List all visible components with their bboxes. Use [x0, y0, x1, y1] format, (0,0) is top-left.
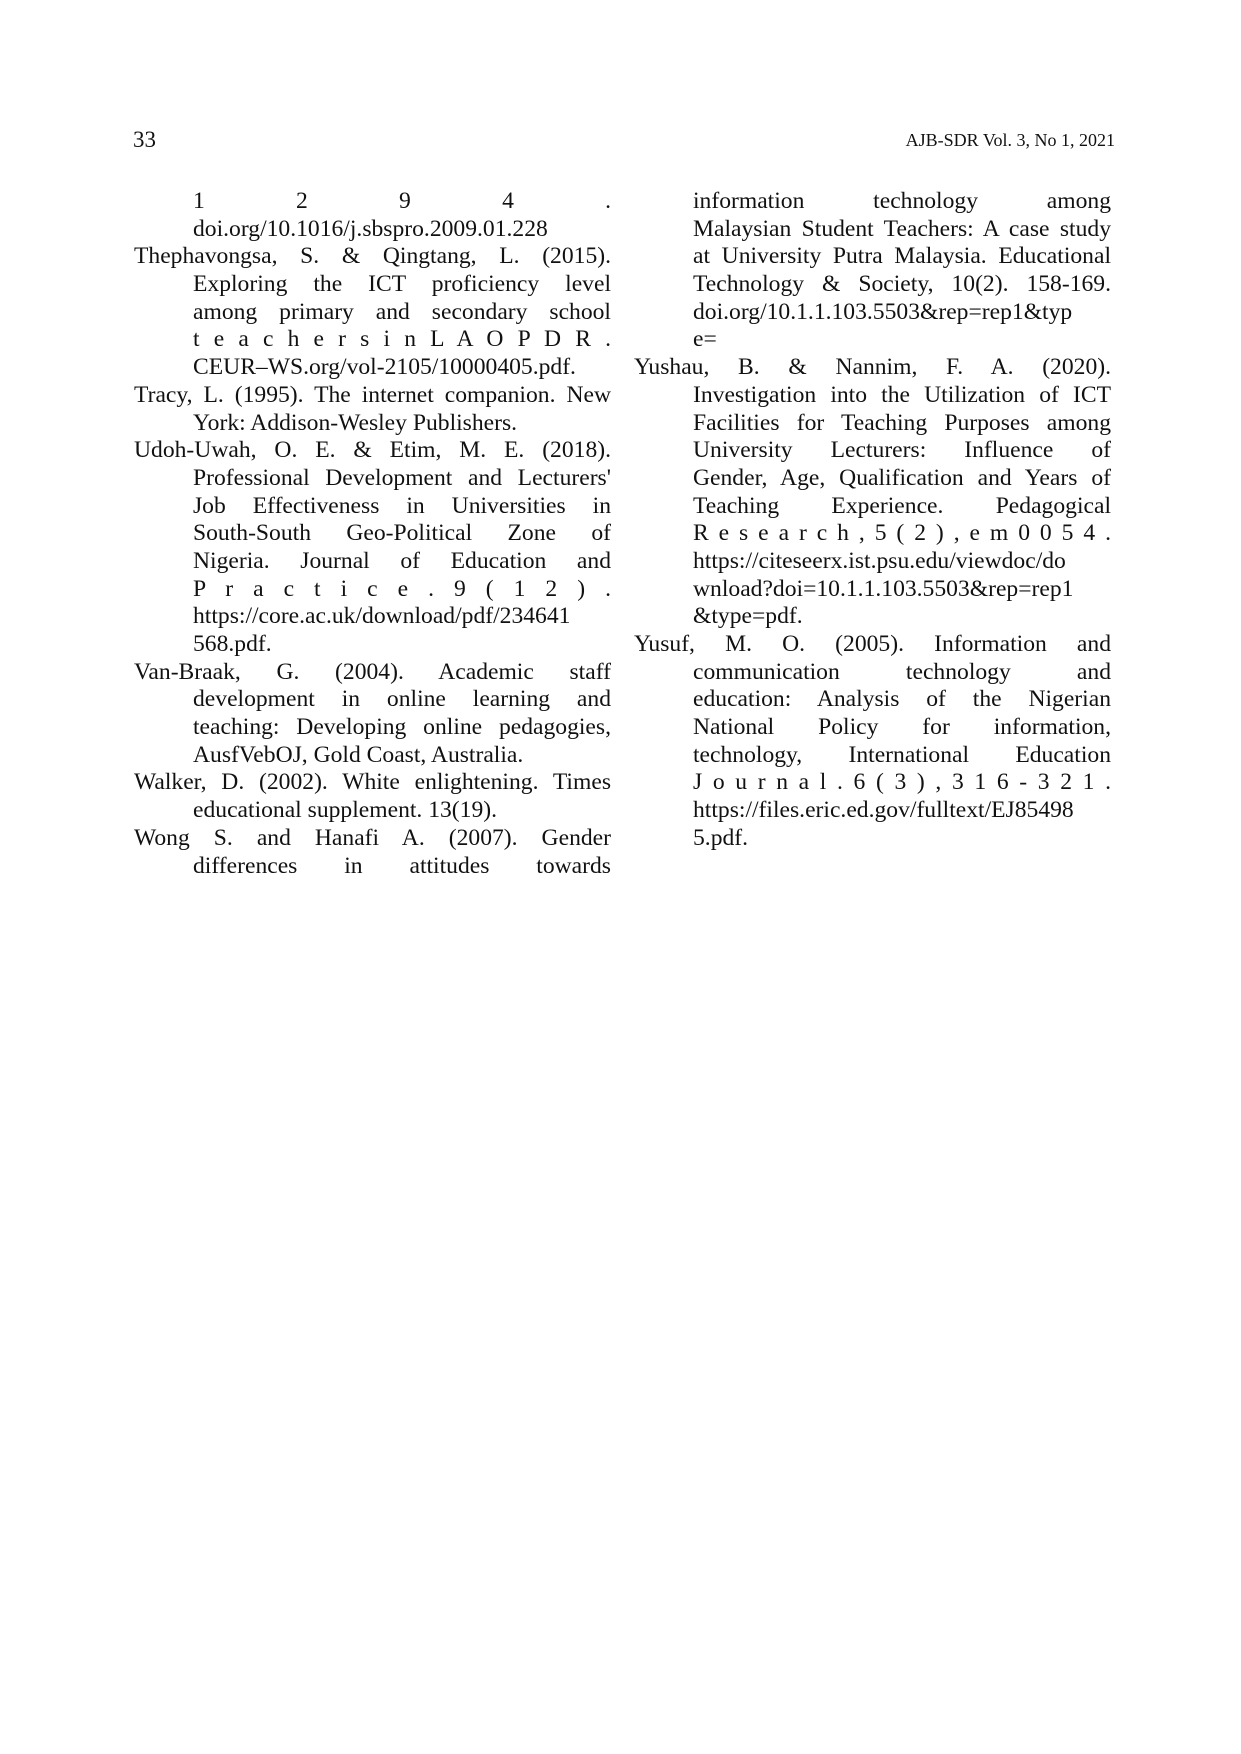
reference-line: development in online learning and	[193, 686, 611, 713]
reference-line: e=	[693, 326, 717, 353]
reference-line: Yushau, B. & Nannim, F. A. (2020).	[634, 354, 1111, 381]
reference-line: communication technology and	[693, 658, 1111, 685]
reference-line: Malaysian Student Teachers: A case study	[693, 215, 1111, 242]
reference-line: 1 2 9 4 .	[193, 188, 611, 214]
reference-line: among primary and secondary school	[193, 298, 611, 325]
reference-line: York: Addison-Wesley Publishers.	[193, 409, 518, 436]
reference-line: R e s e a r c h , 5 ( 2 ) , e m 0 0 5 4 .	[693, 520, 1111, 547]
reference-line: https://files.eric.ed.gov/fulltext/EJ85498	[693, 797, 1074, 824]
reference-line: National Policy for information,	[693, 714, 1111, 741]
reference-line: at University Putra Malaysia. Educational	[693, 243, 1111, 270]
reference-line: Investigation into the Utilization of ICT	[693, 381, 1111, 408]
reference-line: CEUR–WS.org/vol-2105/10000405.pdf.	[193, 354, 576, 381]
reference-line: educational supplement. 13(19).	[193, 797, 498, 824]
reference-line: University Lecturers: Influence of	[693, 437, 1111, 464]
reference-line: J o u r n a l . 6 ( 3 ) , 3 1 6 - 3 2 1 .	[693, 769, 1111, 796]
reference-line: Yusuf, M. O. (2005). Information and	[634, 631, 1111, 657]
reference-line: doi.org/10.1016/j.sbspro.2009.01.228	[193, 215, 548, 242]
reference-line: Exploring the ICT proficiency level	[193, 271, 611, 298]
reference-line: Technology & Society, 10(2). 158-169.	[693, 271, 1111, 298]
reference-line: wnload?doi=10.1.1.103.5503&rep=rep1	[693, 575, 1074, 602]
reference-line: technology, International Education	[693, 741, 1111, 768]
reference-line: Facilities for Teaching Purposes among	[693, 409, 1111, 436]
reference-line: Thephavongsa, S. & Qingtang, L. (2015).	[134, 243, 611, 270]
reference-line: Tracy, L. (1995). The internet companion. New	[134, 381, 611, 408]
reference-line: differences in attitudes towards	[193, 852, 611, 879]
reference-line: &type=pdf.	[693, 603, 803, 630]
reference-line: https://core.ac.uk/download/pdf/234641	[193, 603, 571, 630]
reference-line: teaching: Developing online pedagogies,	[193, 714, 611, 741]
reference-line: Nigeria. Journal of Education and	[193, 547, 611, 574]
page-number: 33	[133, 127, 156, 152]
reference-line: t e a c h e r s i n L A O P D R .	[193, 326, 611, 353]
reference-line: information technology among	[693, 188, 1111, 214]
reference-line: 568.pdf.	[193, 631, 272, 657]
reference-line: AusfVebOJ, Gold Coast, Australia.	[193, 741, 524, 768]
reference-line: Van-Braak, G. (2004). Academic staff	[134, 658, 611, 685]
reference-line: Gender, Age, Qualification and Years of	[693, 464, 1111, 491]
references-right-column	[634, 188, 1111, 853]
reference-line: P r a c t i c e . 9 ( 1 2 ) .	[193, 575, 611, 602]
reference-line: Teaching Experience. Pedagogical	[693, 492, 1111, 519]
reference-line: South-South Geo-Political Zone of	[193, 520, 611, 547]
reference-line: doi.org/10.1.1.103.5503&rep=rep1&typ	[693, 298, 1073, 325]
reference-line: Professional Development and Lecturers'	[193, 464, 611, 491]
running-header: AJB-SDR Vol. 3, No 1, 2021	[905, 130, 1115, 150]
references-left-column	[134, 188, 611, 880]
reference-line: Wong S. and Hanafi A. (2007). Gender	[134, 824, 611, 851]
reference-line: Job Effectiveness in Universities in	[193, 492, 611, 519]
reference-line: Udoh-Uwah, O. E. & Etim, M. E. (2018).	[134, 437, 611, 464]
reference-line: https://citeseerx.ist.psu.edu/viewdoc/do	[693, 547, 1066, 574]
reference-line: 5.pdf.	[693, 824, 749, 851]
reference-line: education: Analysis of the Nigerian	[693, 686, 1111, 713]
reference-line: Walker, D. (2002). White enlightening. Times	[134, 769, 611, 796]
